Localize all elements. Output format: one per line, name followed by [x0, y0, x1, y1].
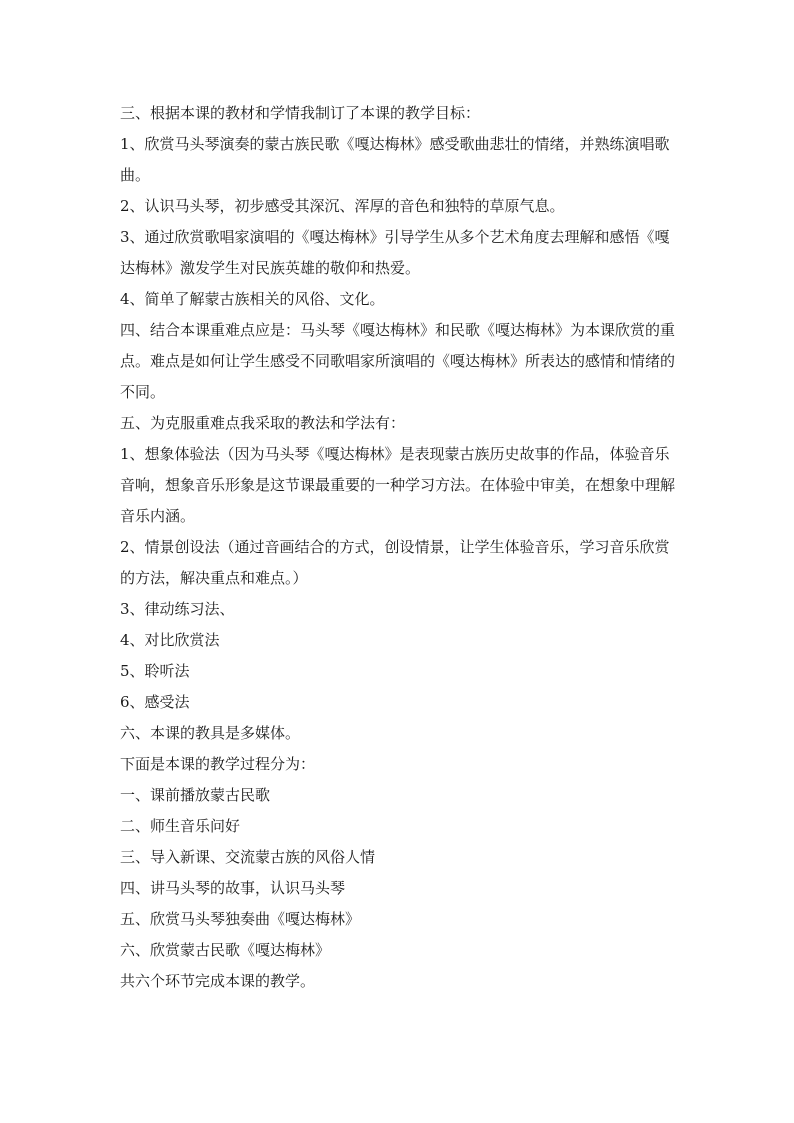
paragraph-goal-4: 4、简单了解蒙古族相关的风俗、文化。	[120, 290, 385, 308]
paragraph-step-4: 四、讲马头琴的故事，认识马头琴	[120, 879, 346, 897]
paragraph-step-2: 二、师生音乐问好	[120, 817, 241, 835]
paragraph-goal-2: 2、认识马头琴，初步感受其深沉、浑厚的音色和独特的草原气息。	[120, 197, 565, 215]
paragraph-conclusion: 共六个环节完成本课的教学。	[120, 972, 316, 990]
paragraph-step-5: 五、欣赏马头琴独奏曲《嘎达梅林》	[120, 910, 361, 928]
paragraph-method-4: 4、对比欣赏法	[120, 631, 220, 649]
paragraph-process-intro: 下面是本课的教学过程分为：	[120, 755, 316, 773]
paragraph-goal-3: 3、通过欣赏歌唱家演唱的《嘎达梅林》引导学生从多个艺术角度去理解和感悟《嘎达梅林》激发学生对民族英雄的敬仰和热爱。	[120, 228, 670, 277]
paragraph-key-points: 四、结合本课重难点应是：马头琴《嘎达梅林》和民歌《嘎达梅林》为本课欣赏的重点。难点是如何让学生感受不同歌唱家所演唱的《嘎达梅林》所表达的感情和情绪的不同。	[120, 321, 676, 401]
paragraph-step-6: 六、欣赏蒙古民歌《嘎达梅林》	[120, 941, 331, 959]
paragraph-method-3: 3、律动练习法、	[120, 600, 235, 618]
paragraph-method-5: 5、聆听法	[120, 662, 190, 680]
document-body	[120, 98, 680, 997]
paragraph-method-1: 1、想象体验法（因为马头琴《嘎达梅林》是表现蒙古族历史故事的作品，体验音乐音响，想象音乐形象是这节课最重要的一种学习方法。在体验中审美，在想象中理解音乐内涵。	[120, 445, 676, 525]
paragraph-step-1: 一、课前播放蒙古民歌	[120, 786, 271, 804]
paragraph-goal-1: 1、欣赏马头琴演奏的蒙古族民歌《嘎达梅林》感受歌曲悲壮的情绪，并熟练演唱歌曲。	[120, 135, 670, 184]
paragraph-method-2: 2、情景创设法（通过音画结合的方式，创设情景，让学生体验音乐，学习音乐欣赏的方法，解决重点和难点。）	[120, 538, 670, 587]
paragraph-methods-heading: 五、为克服重难点我采取的教法和学法有：	[120, 414, 406, 432]
paragraph-step-3: 三、导入新课、交流蒙古族的风俗人情	[120, 848, 376, 866]
paragraph-method-6: 6、感受法	[120, 693, 190, 711]
paragraph-goals-heading: 三、根据本课的教材和学情我制订了本课的教学目标：	[120, 104, 481, 122]
paragraph-teaching-aids: 六、本课的教具是多媒体。	[120, 724, 301, 742]
